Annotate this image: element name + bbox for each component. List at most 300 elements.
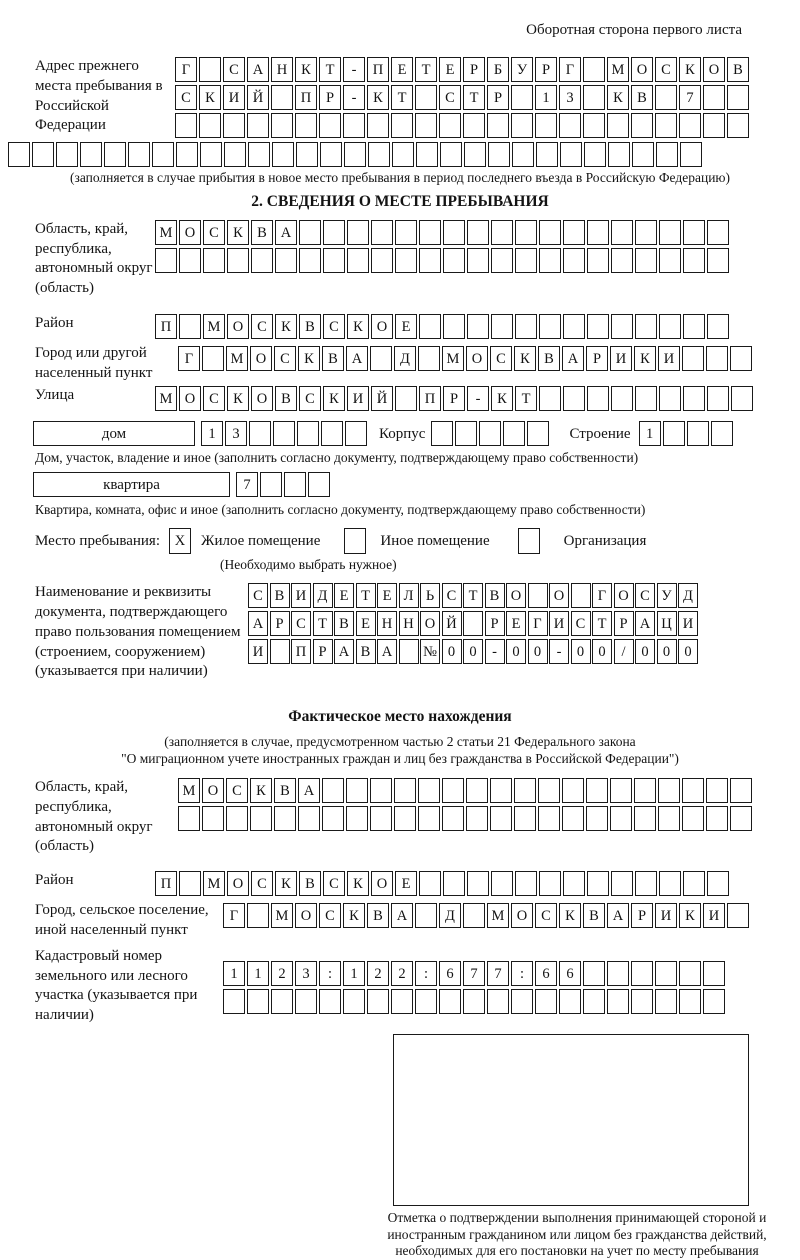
char-box[interactable] [631,113,653,138]
char-box[interactable]: П [155,314,177,339]
char-box[interactable]: О [251,386,273,411]
char-box[interactable] [528,583,548,608]
char-box[interactable]: В [538,346,560,371]
char-box[interactable] [511,85,533,110]
char-box[interactable] [467,248,489,273]
char-box[interactable]: В [270,583,290,608]
char-box[interactable] [395,248,417,273]
char-box[interactable] [224,142,246,167]
char-box[interactable] [487,113,509,138]
char-box[interactable]: А [334,639,354,664]
char-box[interactable] [295,989,317,1014]
char-box[interactable]: И [347,386,369,411]
char-box[interactable] [587,248,609,273]
char-box[interactable]: О [202,778,224,803]
char-box[interactable] [538,806,560,831]
char-box[interactable]: В [583,903,605,928]
char-box[interactable]: О [250,346,272,371]
char-box[interactable]: Е [439,57,461,82]
char-box[interactable] [128,142,150,167]
char-box[interactable]: К [275,871,297,896]
char-box[interactable] [587,386,609,411]
char-box[interactable] [687,421,709,446]
char-box[interactable] [347,248,369,273]
char-box[interactable] [583,113,605,138]
char-box[interactable] [415,903,437,928]
char-box[interactable]: П [291,639,311,664]
char-box[interactable] [467,314,489,339]
char-box[interactable] [415,85,437,110]
char-box[interactable]: К [367,85,389,110]
char-box[interactable] [634,778,656,803]
char-box[interactable]: О [179,386,201,411]
char-box[interactable] [571,583,591,608]
char-box[interactable]: К [298,346,320,371]
char-box[interactable]: 7 [236,472,258,497]
char-box[interactable]: Ц [657,611,677,636]
char-box[interactable] [703,113,725,138]
char-box[interactable]: М [226,346,248,371]
char-box[interactable]: О [549,583,569,608]
char-box[interactable] [658,778,680,803]
char-box[interactable] [631,989,653,1014]
char-box[interactable] [682,346,704,371]
char-box[interactable] [370,346,392,371]
char-box[interactable]: К [250,778,272,803]
char-box[interactable] [368,142,390,167]
char-box[interactable] [727,903,749,928]
char-box[interactable] [155,248,177,273]
char-box[interactable] [370,806,392,831]
char-box[interactable] [299,220,321,245]
char-box[interactable] [227,248,249,273]
char-box[interactable] [323,248,345,273]
char-box[interactable] [248,142,270,167]
char-box[interactable]: Д [394,346,416,371]
apartment-box[interactable]: квартира [33,472,230,497]
region-row-1[interactable] [155,220,731,246]
char-box[interactable]: К [323,386,345,411]
char-box[interactable] [527,421,549,446]
char-box[interactable] [322,778,344,803]
char-box[interactable]: Т [313,611,333,636]
char-box[interactable] [418,806,440,831]
char-box[interactable]: Й [247,85,269,110]
char-box[interactable]: Л [399,583,419,608]
char-box[interactable]: Р [313,639,333,664]
char-box[interactable]: И [549,611,569,636]
street-row[interactable] [155,386,755,412]
char-box[interactable]: М [178,778,200,803]
char-box[interactable] [611,314,633,339]
char-box[interactable] [730,778,752,803]
char-box[interactable]: Р [463,57,485,82]
char-box[interactable] [419,871,441,896]
char-box[interactable] [659,248,681,273]
char-box[interactable]: : [415,961,437,986]
char-box[interactable] [707,871,729,896]
char-box[interactable] [682,806,704,831]
char-box[interactable]: Б [487,57,509,82]
char-box[interactable] [608,142,630,167]
char-box[interactable] [443,314,465,339]
char-box[interactable] [344,142,366,167]
char-box[interactable] [439,989,461,1014]
char-box[interactable] [730,346,752,371]
char-box[interactable]: К [347,871,369,896]
char-box[interactable]: Е [391,57,413,82]
char-box[interactable] [319,989,341,1014]
char-box[interactable] [419,314,441,339]
char-box[interactable] [443,220,465,245]
char-box[interactable] [271,989,293,1014]
char-box[interactable] [707,314,729,339]
char-box[interactable]: В [367,903,389,928]
char-box[interactable]: 2 [367,961,389,986]
char-box[interactable] [539,314,561,339]
char-box[interactable] [247,903,269,928]
char-box[interactable] [586,806,608,831]
char-box[interactable] [443,871,465,896]
char-box[interactable] [611,386,633,411]
char-box[interactable] [491,220,513,245]
char-box[interactable]: О [295,903,317,928]
char-box[interactable] [419,220,441,245]
char-box[interactable] [658,806,680,831]
char-box[interactable]: Т [391,85,413,110]
document-row-2[interactable] [248,611,700,637]
char-box[interactable] [399,639,419,664]
char-box[interactable]: С [571,611,591,636]
char-box[interactable] [418,346,440,371]
char-box[interactable]: Ь [420,583,440,608]
char-box[interactable]: № [420,639,440,664]
prev-address-row-3[interactable] [175,113,751,139]
char-box[interactable]: К [491,386,513,411]
char-box[interactable] [562,806,584,831]
char-box[interactable]: И [655,903,677,928]
char-box[interactable] [274,806,296,831]
char-box[interactable] [343,989,365,1014]
char-box[interactable]: Р [485,611,505,636]
char-box[interactable] [683,220,705,245]
char-box[interactable]: В [299,314,321,339]
char-box[interactable]: И [658,346,680,371]
char-box[interactable]: Й [442,611,462,636]
char-box[interactable] [442,806,464,831]
char-box[interactable] [659,871,681,896]
char-box[interactable]: 0 [506,639,526,664]
char-box[interactable]: Е [395,871,417,896]
char-box[interactable] [260,472,282,497]
char-box[interactable] [179,314,201,339]
char-box[interactable] [635,871,657,896]
char-box[interactable]: П [367,57,389,82]
char-box[interactable] [321,421,343,446]
house-box[interactable]: дом [33,421,195,446]
char-box[interactable]: К [275,314,297,339]
char-box[interactable] [202,806,224,831]
char-box[interactable] [202,346,224,371]
char-box[interactable]: К [295,57,317,82]
char-box[interactable] [323,220,345,245]
char-box[interactable] [467,220,489,245]
char-box[interactable]: У [511,57,533,82]
char-box[interactable]: 6 [439,961,461,986]
char-box[interactable]: М [155,220,177,245]
char-box[interactable]: М [271,903,293,928]
char-box[interactable]: Р [443,386,465,411]
char-box[interactable]: Г [528,611,548,636]
char-box[interactable]: 3 [295,961,317,986]
char-box[interactable] [223,113,245,138]
char-box[interactable] [104,142,126,167]
char-box[interactable] [271,85,293,110]
char-box[interactable] [562,778,584,803]
char-box[interactable] [584,142,606,167]
char-box[interactable]: В [334,611,354,636]
prev-address-row-2[interactable] [175,85,751,111]
char-box[interactable] [250,806,272,831]
char-box[interactable] [249,421,271,446]
char-box[interactable]: / [614,639,634,664]
char-box[interactable]: А [298,778,320,803]
char-box[interactable]: 7 [463,961,485,986]
char-box[interactable]: 0 [635,639,655,664]
char-box[interactable]: С [319,903,341,928]
char-box[interactable] [371,220,393,245]
char-box[interactable]: С [223,57,245,82]
char-box[interactable] [251,248,273,273]
char-box[interactable] [463,611,483,636]
char-box[interactable] [247,113,269,138]
char-box[interactable]: С [535,903,557,928]
char-box[interactable] [203,248,225,273]
char-box[interactable]: О [227,314,249,339]
char-box[interactable] [272,142,294,167]
char-box[interactable]: С [323,871,345,896]
char-box[interactable] [607,113,629,138]
char-box[interactable] [655,961,677,986]
char-box[interactable]: С [323,314,345,339]
char-box[interactable] [176,142,198,167]
char-box[interactable]: И [678,611,698,636]
char-box[interactable]: 0 [678,639,698,664]
char-box[interactable]: С [291,611,311,636]
char-box[interactable] [536,142,558,167]
char-box[interactable]: О [506,583,526,608]
char-box[interactable]: К [347,314,369,339]
char-box[interactable] [490,778,512,803]
char-box[interactable]: 1 [247,961,269,986]
char-box[interactable] [367,989,389,1014]
char-box[interactable]: Г [592,583,612,608]
char-box[interactable] [491,248,513,273]
char-box[interactable]: А [607,903,629,928]
char-box[interactable]: 1 [223,961,245,986]
char-box[interactable] [347,220,369,245]
char-box[interactable]: Р [487,85,509,110]
char-box[interactable] [515,871,537,896]
char-box[interactable]: О [631,57,653,82]
char-box[interactable]: С [251,314,273,339]
char-box[interactable] [586,778,608,803]
char-box[interactable]: И [610,346,632,371]
checkbox-organization[interactable] [518,528,540,554]
region-row-2[interactable] [155,248,731,274]
char-box[interactable]: 0 [442,639,462,664]
char-box[interactable]: А [391,903,413,928]
char-box[interactable]: Т [415,57,437,82]
char-box[interactable]: О [511,903,533,928]
char-box[interactable] [683,871,705,896]
char-box[interactable]: В [275,386,297,411]
char-box[interactable] [635,314,657,339]
actual-city-row[interactable] [223,903,751,929]
char-box[interactable]: О [371,314,393,339]
char-box[interactable]: - [485,639,505,664]
char-box[interactable] [707,248,729,273]
char-box[interactable] [559,113,581,138]
char-box[interactable]: М [442,346,464,371]
char-box[interactable] [706,346,728,371]
char-box[interactable] [466,806,488,831]
char-box[interactable]: И [248,639,268,664]
cadastral-row-2[interactable] [223,989,727,1015]
char-box[interactable]: Р [319,85,341,110]
char-box[interactable]: С [248,583,268,608]
char-box[interactable]: О [614,583,634,608]
char-box[interactable] [587,314,609,339]
char-box[interactable]: А [346,346,368,371]
char-box[interactable]: К [559,903,581,928]
char-box[interactable] [247,989,269,1014]
char-box[interactable]: А [247,57,269,82]
char-box[interactable] [463,903,485,928]
char-box[interactable] [703,85,725,110]
char-box[interactable] [563,871,585,896]
char-box[interactable]: Г [223,903,245,928]
char-box[interactable]: 2 [271,961,293,986]
char-box[interactable]: 7 [679,85,701,110]
char-box[interactable]: 1 [535,85,557,110]
char-box[interactable]: М [607,57,629,82]
city-row[interactable] [178,346,754,372]
char-box[interactable] [535,989,557,1014]
district-row[interactable] [155,314,731,340]
char-box[interactable] [563,248,585,273]
char-box[interactable]: И [223,85,245,110]
char-box[interactable] [539,220,561,245]
char-box[interactable] [511,113,533,138]
char-box[interactable] [512,142,534,167]
char-box[interactable]: К [199,85,221,110]
char-box[interactable] [418,778,440,803]
char-box[interactable] [563,220,585,245]
char-box[interactable] [635,386,657,411]
char-box[interactable]: - [549,639,569,664]
char-box[interactable] [563,386,585,411]
actual-region-row-1[interactable] [178,778,754,804]
char-box[interactable] [320,142,342,167]
char-box[interactable] [394,778,416,803]
prev-address-row-1[interactable] [175,57,751,83]
char-box[interactable] [539,386,561,411]
char-box[interactable]: С [226,778,248,803]
char-box[interactable]: В [485,583,505,608]
char-box[interactable]: 3 [559,85,581,110]
char-box[interactable] [416,142,438,167]
char-box[interactable]: К [679,57,701,82]
char-box[interactable] [655,113,677,138]
char-box[interactable] [539,248,561,273]
char-box[interactable] [466,778,488,803]
char-box[interactable] [611,248,633,273]
char-box[interactable]: 2 [391,961,413,986]
char-box[interactable] [179,248,201,273]
char-box[interactable] [345,421,367,446]
char-box[interactable]: В [274,778,296,803]
char-box[interactable]: Е [506,611,526,636]
char-box[interactable] [680,142,702,167]
char-box[interactable]: С [635,583,655,608]
char-box[interactable]: О [420,611,440,636]
char-box[interactable] [611,871,633,896]
char-box[interactable] [284,472,306,497]
char-box[interactable]: У [657,583,677,608]
char-box[interactable]: Г [175,57,197,82]
char-box[interactable]: А [562,346,584,371]
char-box[interactable]: - [343,85,365,110]
char-box[interactable] [439,113,461,138]
char-box[interactable]: Е [356,611,376,636]
prev-address-row-4[interactable] [8,142,795,168]
char-box[interactable]: О [466,346,488,371]
char-box[interactable] [442,778,464,803]
char-box[interactable]: Р [614,611,634,636]
char-box[interactable] [539,871,561,896]
korpus-boxes[interactable] [431,421,551,447]
char-box[interactable] [223,989,245,1014]
char-box[interactable] [514,806,536,831]
char-box[interactable] [464,142,486,167]
char-box[interactable] [56,142,78,167]
cadastral-row-1[interactable] [223,961,727,987]
char-box[interactable] [178,806,200,831]
char-box[interactable] [395,386,417,411]
char-box[interactable] [583,961,605,986]
char-box[interactable] [199,113,221,138]
char-box[interactable]: 0 [528,639,548,664]
char-box[interactable]: Е [377,583,397,608]
char-box[interactable]: Т [592,611,612,636]
char-box[interactable] [659,314,681,339]
char-box[interactable] [297,421,319,446]
char-box[interactable] [683,386,705,411]
char-box[interactable]: Г [178,346,200,371]
char-box[interactable]: 1 [201,421,223,446]
char-box[interactable]: Т [515,386,537,411]
char-box[interactable]: О [179,220,201,245]
char-box[interactable] [583,57,605,82]
char-box[interactable] [371,248,393,273]
char-box[interactable]: Г [559,57,581,82]
char-box[interactable] [503,421,525,446]
char-box[interactable] [731,386,753,411]
char-box[interactable] [391,989,413,1014]
char-box[interactable] [634,806,656,831]
char-box[interactable]: С [203,220,225,245]
